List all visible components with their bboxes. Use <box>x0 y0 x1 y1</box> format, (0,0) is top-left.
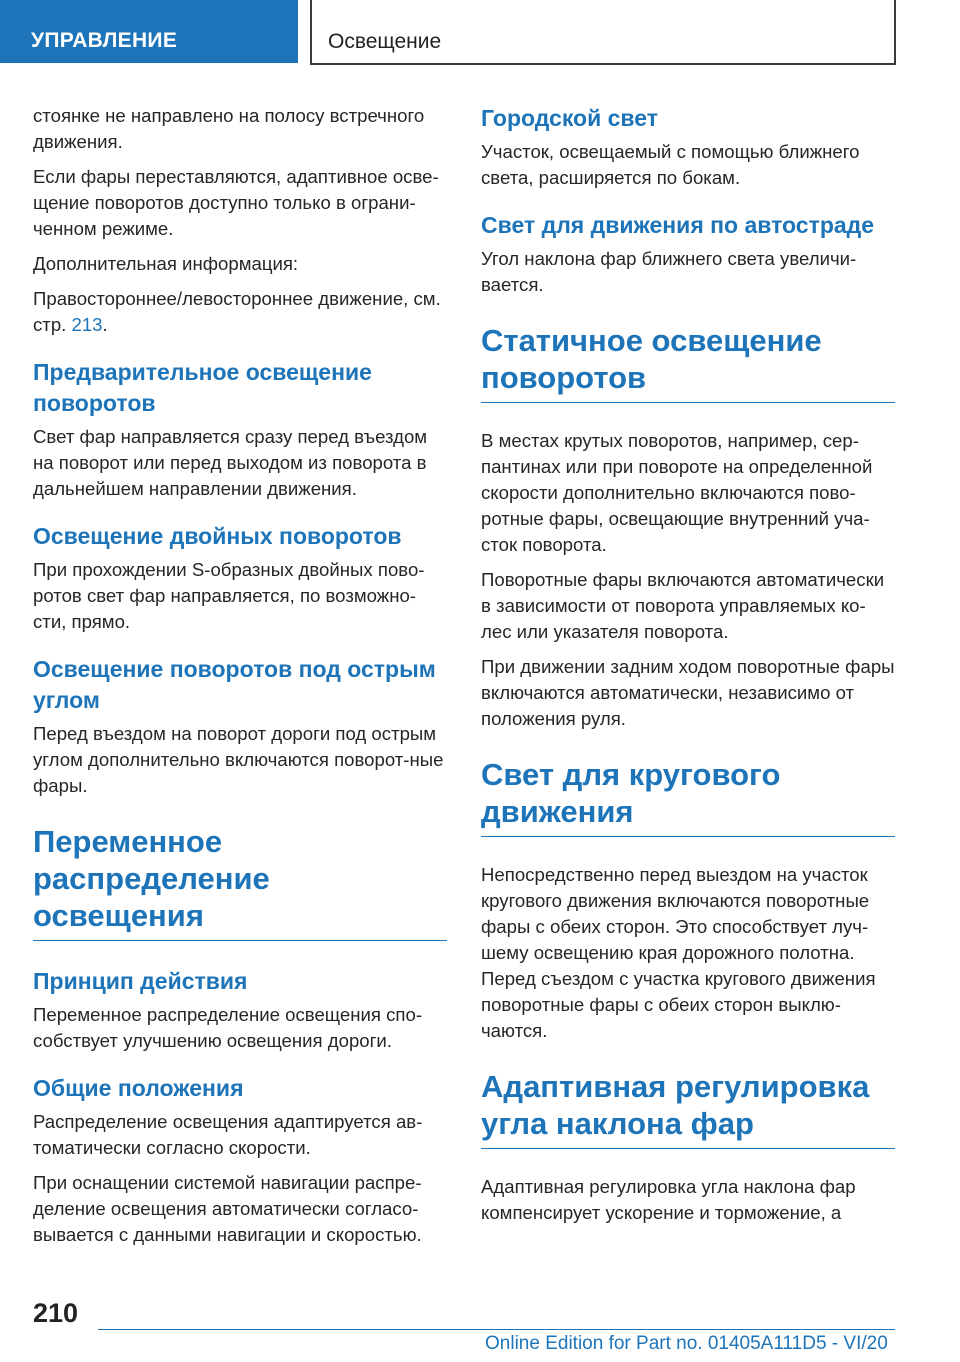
heading-city-light: Городской свет <box>481 105 658 131</box>
heading-preliminary-lighting: Предварительное освещение поворотов <box>33 359 372 416</box>
paragraph: Угол наклона фар ближнего света увеличи-вается. <box>481 248 857 295</box>
right-column <box>481 103 895 1235</box>
edition-note: Online Edition for Part no. 01405A111D5 - VI/20 <box>485 1333 888 1354</box>
paragraph: При движении задним ходом поворотные фары включаются автоматически, независимо от положения руля. <box>481 656 895 729</box>
page-number: 210 <box>33 1298 79 1328</box>
section-tab: УПРАВЛЕНИЕ <box>0 0 298 63</box>
paragraph: При оснащении системой навигации распре-деление освещения автоматически согласо-вывается с данными навигации и скоростью. <box>33 1172 422 1245</box>
paragraph: Перед въездом на поворот дороги под острым углом дополнительно включаются поворот-ные фары. <box>33 723 444 796</box>
paragraph-text: Правостороннее/левостороннее движение, см. стр. <box>33 288 441 335</box>
paragraph: Если фары переставляются, адаптивное осве-щение поворотов доступно только в ограни-ченном режиме. <box>33 166 439 239</box>
paragraph-with-link <box>33 286 447 338</box>
paragraph: Поворотные фары включаются автоматически в зависимости от поворота управляемых ко-лес или указателя поворота. <box>481 569 885 642</box>
heading-principle: Принцип действия <box>33 968 248 994</box>
paragraph: Участок, освещаемый с помощью ближнего света, расширяется по бокам. <box>481 141 860 188</box>
footer-divider <box>98 1329 895 1330</box>
heading-double-turns: Освещение двойных поворотов <box>33 523 402 549</box>
paragraph: стоянке не направлено на полосу встречного движения. <box>33 105 425 152</box>
heading-sharp-angle: Освещение поворотов под острым углом <box>33 656 436 713</box>
paragraph: Непосредственно перед выездом на участок кругового движения включаются поворотные фары с обеих сторон. Это способствует луч-шему освещению края дорожного полотна. Перед съездом с участка кругового движения поворотные фары с обеих сторон выклю-чаются. <box>481 864 876 1041</box>
left-column <box>33 103 447 1257</box>
paragraph: При прохождении S-образных двойных пово-ротов свет фар направляется, по возможно-сти, прямо. <box>33 559 425 632</box>
paragraph: Дополнительная информация: <box>33 253 299 274</box>
chapter-title: Освещение <box>310 0 896 65</box>
paragraph: В местах крутых поворотов, например, сер-пантинах или при повороте на определенной скорости дополнительно включаются пово-ротные фары, освещающие внутренний уча-сток поворота. <box>481 430 873 555</box>
heading-general: Общие положения <box>33 1075 244 1101</box>
section-heading-static-cornering: Статичное освещение поворотов <box>481 322 895 403</box>
section-heading-roundabout: Свет для кругового движения <box>481 756 895 837</box>
paragraph: Распределение освещения адаптируется ав-томатически согласно скорости. <box>33 1111 423 1158</box>
section-heading-adaptive-leveling: Адаптивная регулировка угла наклона фар <box>481 1068 895 1149</box>
section-heading-variable-distribution: Переменное распределение освещения <box>33 823 447 941</box>
paragraph: Переменное распределение освещения спо-собствует улучшению освещения дороги. <box>33 1004 423 1051</box>
page-link-213[interactable]: 213 <box>71 314 103 335</box>
page-header <box>0 0 960 66</box>
paragraph: Свет фар направляется сразу перед въездом на поворот или перед выходом из поворота в дальнейшем направлении движения. <box>33 426 428 499</box>
heading-highway-light: Свет для движения по автостраде <box>481 212 875 238</box>
paragraph: Адаптивная регулировка угла наклона фар компенсирует ускорение и торможение, а <box>481 1176 856 1223</box>
paragraph-end: . <box>102 314 108 335</box>
